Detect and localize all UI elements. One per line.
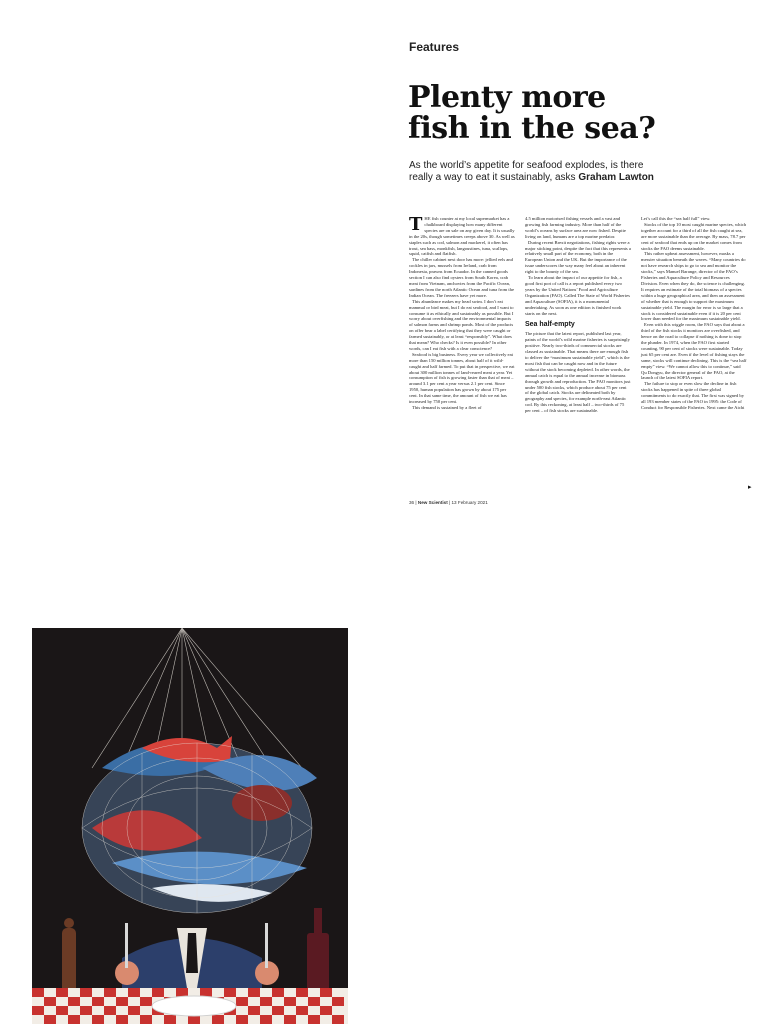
illustration-art [32, 628, 348, 1024]
issue-date: 13 February 2021 [451, 500, 488, 505]
paragraph: Stocks of the top 10 most caught marine species, which together account for a third of all the fish caught at sea, are more sustainable than the average. By mass, 78.7 per cent of seafood that ends up on the market comes from stocks the FAO deems sustainable. [641, 221, 747, 251]
paragraph: Even with this wiggle room, the FAO says that about a third of the fish stocks it monitors are overfished, and hence on the road to collapse if nothing is done to stop the plunder. In 1974, when the FAO first started counting, 90 per cent of stocks were sustainable. Today just 65 per cent are. Even if the level of fishing stays the same, stocks will continue declining. This is the “sea half empty” view. “We cannot allow this to continue,” said Qu Dongyu, the director general of the FAO, at the launch of the latest SOFIA report. [641, 322, 747, 381]
magazine-name: New Scientist [417, 500, 448, 505]
standfirst [409, 160, 654, 184]
paragraph: The chiller cabinet next door has more: jellied eels and cockles in jars, mussels from Ireland, crab from Indonesia, prawns from Ecuador. In the canned goods section I can also find oysters from South Korea, crab meat from Vietnam, anchovies from the Pacific Ocean, sardines from the north Atlantic Ocean and tuna from the Indian Ocean. The freezers have yet more. [409, 257, 514, 298]
plate-icon [152, 996, 236, 1016]
body-column-1 [409, 216, 515, 411]
paragraph: This abundance makes my head swim. I don’t eat mammal or bird meat, but I do eat seafood, and I want to consume it as ethically and sustainably as possible. But I worry about overfishing and the environmental impacts of salmon farms and shrimp ponds. Most of the products on offer bear a label certifying that they were caught or farmed sustainably, or at least “responsibly”. What does that mean? Who checks? Is it even possible? In other words, can I eat fish with a clear conscience? [409, 298, 514, 351]
paragraph: HE fish counter at my local supermarket has a chalkboard displaying how many different species are on sale on any given day. It is usually in the 20s, though sometimes creeps above 30. As well as staples such as cod, salmon and mackerel, it often has trout, sea bass, monkfish, langoustines, tuna, scallops, squid, catfish and flatfish. [409, 216, 515, 257]
paragraph: This rather upbeat assessment, however, masks a messier situation beneath the waves. “Many countries do not have research ships to go to sea and monitor the stocks,” says Manuel Barange, director of the FAO’s Fisheries and Aquaculture Policy and Resources Division. Even when they do, the science is challenging. It requires an estimate of the total biomass of a species within a huge geographical area, and then an assessment of whether that is enough to support the maximum sustainable yield. The margin for error is so large that a stock is considered sustainable even if it is 20 per cent lower than needed for the maximum sustainable yield. [641, 251, 746, 322]
subheading: Sea half-empty [525, 321, 575, 329]
paragraph: Seafood is big business. Every year we collectively eat more than 150 million tonnes, about half of it wild-caught and half farmed. To put that in perspective, we eat about 300 million tonnes of land-reared meat a year. Yet consumption of fish is growing faster than that of meat – around 3.1 per cent a year versus 2.1 per cent. Since 1950, human population has grown by about 175 per cent. In that same time, the amount of fish we eat has increased by 750 per cent. [409, 351, 515, 405]
paragraph: To learn about the impact of our appetite for fish, a good first port of call is a report published every two years by the United Nations’ Food and Agriculture Organization (FAO). Called The State of World Fisheries and Aquaculture (SOFIA), it is a monumental undertaking. As soon as one edition is finished work starts on the next. [525, 275, 630, 316]
wine-bottle-neck-icon [314, 908, 322, 936]
section-label: Features [409, 40, 460, 54]
paragraph: During recent Brexit negotiations, fishing rights were a major sticking point, despite the fact that this represents a relatively small part of the economy, both in the European Union and the UK. But the importance of the issue underscores the way many feel about an inherent right to the bounty of the sea. [525, 239, 631, 275]
illustration [32, 628, 348, 1024]
paragraph: The failure to stop or even slow the decline in fish stocks has happened in spite of three global commitments to do exactly that. The first was signed by all 193 member states of the FAO in 1995: the Code of Conduct for Responsible Fisheries. Next came the Aichi [641, 381, 745, 410]
body-column-3 [641, 216, 747, 411]
knife-icon [265, 923, 268, 968]
pepper-mill-top-icon [64, 918, 74, 928]
tie-icon [186, 933, 198, 973]
standfirst-text: As the world’s appetite for seafood explodes, is there really a way to eat it sustainably, asks [409, 160, 644, 183]
headline-line-1: Plenty more [408, 80, 606, 115]
page-number: 36 [409, 500, 415, 505]
paragraph: Let’s call this the “sea half full” view. [641, 216, 711, 221]
body-column-2 [525, 216, 631, 414]
fish-dark-icon [232, 785, 292, 821]
paragraph: This demand is sustained by a fleet of [412, 405, 482, 410]
pepper-mill-icon [62, 928, 76, 998]
author-name: Graham Lawton [578, 172, 654, 183]
paragraph: 4.5 million motorised fishing vessels and a vast and growing fish farming industry. More than half of the world’s oceans by surface area are now fished. Despite living on land, humans are a top marine predator. [525, 216, 626, 239]
fork-icon [125, 923, 128, 968]
headline-line-2: fish in the sea? [408, 111, 656, 146]
continue-arrow-icon: ▸ [748, 483, 752, 491]
drop-cap: T [409, 214, 423, 235]
headline [408, 82, 738, 144]
page-footer: 36 | New Scientist | 13 February 2021 [409, 500, 488, 505]
paragraph: The picture that the latest report, published last year, paints of the world’s wild marine fisheries is surprisingly positive. Nearly two-thirds of commercial stocks are classed as sustainable. That means there are enough fish to deliver the “maximum sustainable yield”, which is the most fish that can be caught now and in the future without the stock becoming depleted. In other words, the annual catch is equal to the annual increase in biomass through growth and reproduction. The FAO monitors just under 500 fish stocks, which produce about 75 per cent of the global catch. Stocks are delineated both by geography and species, for example north-east Atlantic cod. By this reckoning, at least half – two-thirds of 75 per cent – of fish stocks are sustainable. [525, 331, 631, 414]
